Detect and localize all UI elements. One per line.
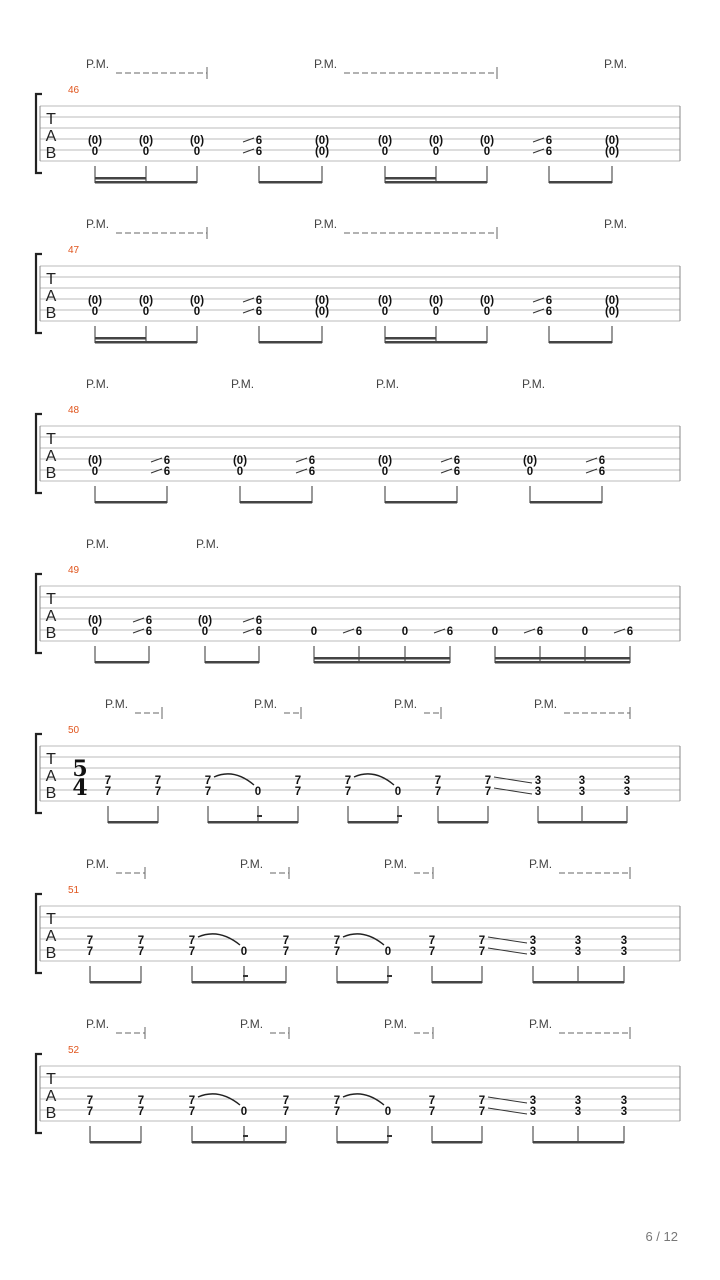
fret-number: (0) (479, 135, 495, 147)
beam (314, 661, 450, 664)
fret-number: 0 (310, 626, 318, 638)
fret-number: 3 (620, 1106, 628, 1118)
fret-number: 7 (478, 1095, 486, 1107)
fret-number: 7 (478, 1106, 486, 1118)
fret-number: 6 (598, 466, 606, 478)
beam (530, 501, 602, 504)
fret-number: 7 (86, 946, 94, 958)
page-number: 6 / 12 (645, 1229, 678, 1244)
fret-number: 0 (483, 146, 491, 158)
fret-number: 7 (428, 1106, 436, 1118)
slide-line (494, 788, 532, 794)
fret-number: 7 (428, 935, 436, 947)
fret-number: 7 (282, 1106, 290, 1118)
beam (348, 821, 398, 824)
fret-number: 0 (193, 146, 201, 158)
beam (385, 341, 487, 344)
palm-mute-label: P.M. (394, 697, 418, 711)
fret-number: 3 (578, 786, 586, 798)
tab-clef-letter: B (45, 945, 57, 962)
fret-number: 7 (428, 1095, 436, 1107)
palm-mute-label: P.M. (604, 57, 628, 71)
fret-number: 7 (188, 935, 196, 947)
fret-number: 7 (428, 946, 436, 958)
fret-number: 0 (201, 626, 209, 638)
palm-mute-label: P.M. (314, 57, 338, 71)
tab-clef-letter: T (46, 591, 56, 608)
fret-number: 7 (137, 946, 145, 958)
fret-number: (0) (197, 615, 213, 627)
fret-number: 3 (529, 946, 537, 958)
fret-number: 6 (446, 626, 454, 638)
bar-number: 50 (68, 725, 80, 736)
tab-clef-letter: A (45, 768, 57, 785)
palm-mute-label: P.M. (384, 857, 408, 871)
fret-number: 3 (578, 775, 586, 787)
bar-number: 51 (68, 885, 80, 896)
fret-number: 7 (282, 946, 290, 958)
fret-number: 7 (86, 1095, 94, 1107)
tab-clef-letter: T (46, 111, 56, 128)
fret-number: 0 (142, 146, 150, 158)
fret-number: (0) (604, 146, 620, 158)
beam (95, 501, 167, 504)
fret-number: (0) (522, 455, 538, 467)
palm-mute-label: P.M. (86, 857, 110, 871)
fret-number: 3 (574, 1095, 582, 1107)
fret-number: 6 (545, 135, 553, 147)
beam (549, 341, 612, 344)
beam-secondary (95, 337, 146, 340)
fret-number: (0) (189, 295, 205, 307)
fret-number: 6 (545, 295, 553, 307)
tab-clef-letter: A (45, 1088, 57, 1105)
palm-mute-label: P.M. (529, 857, 553, 871)
fret-number: 7 (137, 935, 145, 947)
fret-number: 6 (255, 146, 263, 158)
palm-mute-label: P.M. (522, 377, 546, 391)
palm-mute-label: P.M. (196, 537, 220, 551)
beam (337, 1141, 388, 1144)
fret-number: 7 (104, 786, 112, 798)
fret-number: 7 (434, 775, 442, 787)
beam (337, 981, 388, 984)
beam (538, 821, 627, 824)
fret-number: 7 (294, 786, 302, 798)
fret-number: 0 (91, 306, 99, 318)
fret-number: 6 (308, 466, 316, 478)
fret-number: (0) (314, 306, 330, 318)
fret-number: 7 (333, 1095, 341, 1107)
fret-number: (0) (604, 306, 620, 318)
palm-mute-label: P.M. (86, 57, 110, 71)
fret-number: 0 (491, 626, 499, 638)
fret-number: 6 (453, 455, 461, 467)
tab-clef-letter: T (46, 1071, 56, 1088)
fret-number: 7 (104, 775, 112, 787)
fret-number: 7 (282, 935, 290, 947)
fret-number: 7 (188, 1106, 196, 1118)
bar-number: 46 (68, 85, 80, 96)
fret-number: 6 (453, 466, 461, 478)
palm-mute-label: P.M. (105, 697, 129, 711)
palm-mute-label: P.M. (240, 1017, 264, 1031)
fret-number: 0 (254, 786, 262, 798)
fret-number: 7 (86, 935, 94, 947)
fret-number: 0 (381, 146, 389, 158)
slide-line (494, 777, 532, 783)
palm-mute-label: P.M. (376, 377, 400, 391)
beam (95, 661, 149, 664)
fret-number: (0) (232, 455, 248, 467)
fret-number: (0) (377, 135, 393, 147)
tab-clef-letter: A (45, 128, 57, 145)
beam (549, 181, 612, 184)
tab-clef-letter: B (45, 465, 57, 482)
fret-number: 7 (344, 786, 352, 798)
fret-number: 3 (623, 775, 631, 787)
palm-mute-label: P.M. (231, 377, 255, 391)
fret-number: 0 (381, 466, 389, 478)
fret-number: 0 (193, 306, 201, 318)
tab-clef-letter: T (46, 431, 56, 448)
fret-number: 7 (154, 775, 162, 787)
fret-number: 3 (620, 935, 628, 947)
fret-number: 6 (163, 466, 171, 478)
beam (495, 661, 630, 664)
fret-number: 6 (626, 626, 634, 638)
fret-number: (0) (87, 295, 103, 307)
fret-number: 3 (534, 786, 542, 798)
fret-number: 3 (534, 775, 542, 787)
fret-number: 6 (308, 455, 316, 467)
fret-number: (0) (138, 295, 154, 307)
beam (432, 1141, 482, 1144)
fret-number: 3 (574, 935, 582, 947)
fret-number: (0) (138, 135, 154, 147)
fret-number: 0 (401, 626, 409, 638)
beam (108, 821, 158, 824)
fret-number: 6 (145, 615, 153, 627)
beam (95, 341, 197, 344)
palm-mute-label: P.M. (86, 1017, 110, 1031)
fret-number: (0) (377, 455, 393, 467)
beam (259, 181, 322, 184)
fret-number: 6 (255, 615, 263, 627)
fret-number: (0) (428, 295, 444, 307)
bar-number: 49 (68, 565, 80, 576)
fret-number: 0 (91, 626, 99, 638)
palm-mute-label: P.M. (240, 857, 264, 871)
palm-mute-label: P.M. (86, 217, 110, 231)
fret-number: 0 (526, 466, 534, 478)
beam (533, 1141, 624, 1144)
fret-number: 3 (620, 946, 628, 958)
tab-clef-letter: B (45, 305, 57, 322)
beam (90, 981, 141, 984)
beam (438, 821, 488, 824)
tab-clef-letter: A (45, 288, 57, 305)
beam (385, 501, 457, 504)
fret-number: (0) (428, 135, 444, 147)
tab-clef-letter: A (45, 608, 57, 625)
fret-number: 6 (598, 455, 606, 467)
fret-number: (0) (87, 615, 103, 627)
palm-mute-label: P.M. (86, 377, 110, 391)
fret-number: 6 (255, 626, 263, 638)
beam-secondary (314, 657, 450, 660)
fret-number: 6 (355, 626, 363, 638)
fret-number: (0) (87, 135, 103, 147)
fret-number: 7 (86, 1106, 94, 1118)
fret-number: (0) (314, 295, 330, 307)
palm-mute-label: P.M. (314, 217, 338, 231)
slide-line (488, 937, 527, 943)
fret-number: 0 (381, 306, 389, 318)
fret-number: 6 (545, 306, 553, 318)
fret-number: 7 (188, 1095, 196, 1107)
fret-number: 6 (545, 146, 553, 158)
beam-secondary (385, 337, 436, 340)
fret-number: (0) (604, 295, 620, 307)
fret-number: 0 (581, 626, 589, 638)
fret-number: 0 (91, 146, 99, 158)
beam (90, 1141, 141, 1144)
fret-number: 7 (188, 946, 196, 958)
fret-number: 3 (529, 1106, 537, 1118)
palm-mute-label: P.M. (86, 537, 110, 551)
tab-clef-letter: T (46, 911, 56, 928)
fret-number: 3 (574, 1106, 582, 1118)
fret-number: 7 (484, 775, 492, 787)
fret-number: 0 (483, 306, 491, 318)
fret-number: 3 (574, 946, 582, 958)
slide-line (488, 948, 527, 954)
fret-number: 7 (137, 1095, 145, 1107)
fret-number: (0) (604, 135, 620, 147)
fret-number: 7 (154, 786, 162, 798)
fret-number: 0 (240, 1106, 248, 1118)
time-signature-bottom: 4 (72, 775, 88, 801)
tab-clef-letter: B (45, 1105, 57, 1122)
beam (533, 981, 624, 984)
beam (205, 661, 259, 664)
fret-number: (0) (377, 295, 393, 307)
palm-mute-label: P.M. (254, 697, 278, 711)
tab-clef-letter: B (45, 145, 57, 162)
fret-number: 6 (163, 455, 171, 467)
beam (385, 181, 487, 184)
fret-number: (0) (479, 295, 495, 307)
fret-number: 6 (145, 626, 153, 638)
fret-number: 3 (623, 786, 631, 798)
fret-number: 0 (394, 786, 402, 798)
fret-number: (0) (87, 455, 103, 467)
tab-clef-letter: T (46, 751, 56, 768)
fret-number: (0) (189, 135, 205, 147)
fret-number: 6 (255, 306, 263, 318)
beam (95, 181, 197, 184)
fret-number: (0) (314, 135, 330, 147)
slide-line (488, 1097, 527, 1103)
fret-number: 0 (432, 146, 440, 158)
palm-mute-label: P.M. (604, 217, 628, 231)
fret-number: 0 (384, 1106, 392, 1118)
beam (192, 1141, 286, 1144)
time-signature-top: 5 (72, 756, 88, 782)
fret-number: 7 (294, 775, 302, 787)
fret-number: 7 (333, 1106, 341, 1118)
fret-number: 7 (204, 786, 212, 798)
bar-number: 52 (68, 1045, 80, 1056)
fret-number: 7 (333, 935, 341, 947)
fret-number: 0 (384, 946, 392, 958)
beam (208, 821, 298, 824)
fret-number: 7 (137, 1106, 145, 1118)
tab-clef-letter: B (45, 625, 57, 642)
fret-number: 7 (344, 775, 352, 787)
tab-clef-letter: B (45, 785, 57, 802)
beam-secondary (385, 177, 436, 180)
beam (240, 501, 312, 504)
fret-number: 7 (434, 786, 442, 798)
beam-secondary (495, 657, 630, 660)
tab-clef-letter: A (45, 928, 57, 945)
fret-number: 7 (204, 775, 212, 787)
fret-number: 3 (529, 935, 537, 947)
fret-number: 3 (620, 1095, 628, 1107)
bar-number: 48 (68, 405, 80, 416)
fret-number: 0 (240, 946, 248, 958)
fret-number: 7 (478, 935, 486, 947)
fret-number: 7 (478, 946, 486, 958)
fret-number: 7 (333, 946, 341, 958)
beam (259, 341, 322, 344)
fret-number: 7 (484, 786, 492, 798)
beam-secondary (95, 177, 146, 180)
palm-mute-label: P.M. (534, 697, 558, 711)
palm-mute-label: P.M. (384, 1017, 408, 1031)
fret-number: 6 (255, 295, 263, 307)
fret-number: 0 (142, 306, 150, 318)
fret-number: 6 (255, 135, 263, 147)
slide-line (488, 1108, 527, 1114)
fret-number: 0 (236, 466, 244, 478)
fret-number: 0 (432, 306, 440, 318)
tab-clef-letter: T (46, 271, 56, 288)
beam (432, 981, 482, 984)
fret-number: 7 (282, 1095, 290, 1107)
fret-number: 3 (529, 1095, 537, 1107)
palm-mute-label: P.M. (529, 1017, 553, 1031)
tab-clef-letter: A (45, 448, 57, 465)
bar-number: 47 (68, 245, 80, 256)
beam (192, 981, 286, 984)
fret-number: 6 (536, 626, 544, 638)
fret-number: (0) (314, 146, 330, 158)
fret-number: 0 (91, 466, 99, 478)
